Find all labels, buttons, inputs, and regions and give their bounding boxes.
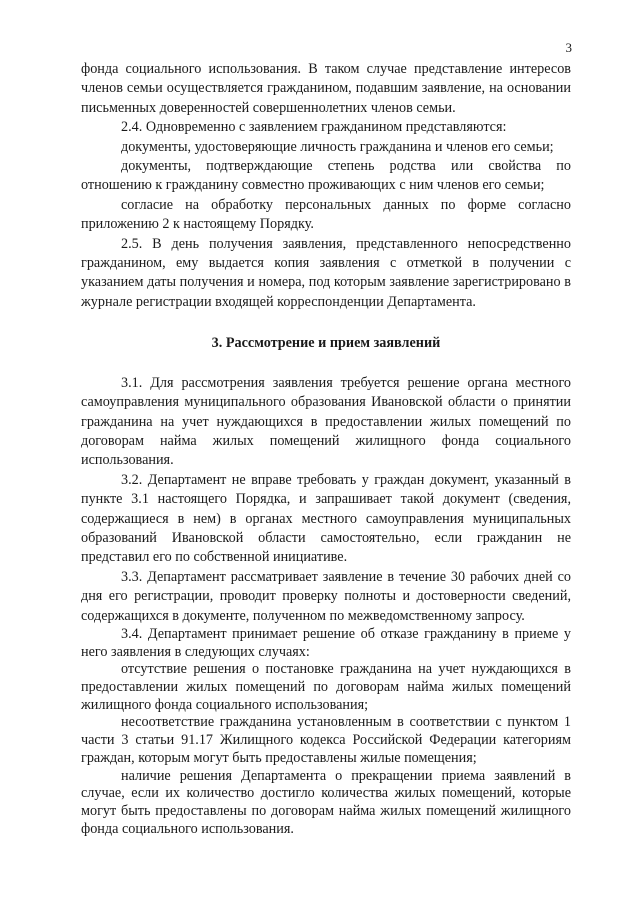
document-body <box>81 60 571 838</box>
paragraph-3-3: 3.3. Департамент рассматривает заявление в течение 30 рабочих дней со дня его регистрации, проводит проверку полноты и достоверности сведений, содержащихся в документе, полученном по межведомственному запросу. <box>81 568 571 624</box>
paragraph-3-4: 3.4. Департамент принимает решение об отказе гражданину в приеме у него заявления в следующих случаях: <box>81 625 571 660</box>
section-heading: 3. Рассмотрение и прием заявлений <box>211 335 441 352</box>
paragraph: фонда социального использования. В таком случае представление интересов членов семьи осуществляется гражданином, подавшим заявление, на основании письменных доверенностей совершеннолетних членов семьи. <box>81 61 571 116</box>
page-number: 3 <box>565 40 572 55</box>
list-item-category-mismatch: несоответствие гражданина установленным в соответствии с пунктом 1 части 3 статьи 91.17 Жилищного кодекса Российской Федерации категориям граждан, которым могут быть предоставлены жилые помещения; <box>81 714 571 766</box>
list-item-kinship-documents: документы, подтверждающие степень родства или свойства по отношению к гражданину совместно проживающих с ним членов его семьи; <box>81 158 571 194</box>
paragraph-2-5: 2.5. В день получения заявления, представленного непосредственно гражданином, ему выдается копия заявления с отметкой в получении с указанием даты получения и номера, под которым заявление зарегистрировано в журнале регистрации входящей корреспонденции Департамента. <box>81 235 571 310</box>
paragraph-3-1: 3.1. Для рассмотрения заявления требуется решение органа местного самоуправления муниципального образования Ивановской области о принятии гражданина на учет нуждающихся в предоставлении жилых помещений по договорам найма жилых помещений жилищного фонда социального использования. <box>81 374 571 469</box>
list-item-intake-stopped: наличие решения Департамента о прекращении приема заявлений в случае, если их количество достигло количества жилых помещений, которые могут быть предоставлены по договорам найма жилых помещений жилищного фонда социального использования. <box>81 767 571 837</box>
paragraph-2-4: 2.4. Одновременно с заявлением гражданином представляются: <box>121 119 507 136</box>
list-item-data-consent: согласие на обработку персональных данных по форме согласно приложению 2 к настоящему Порядку. <box>81 196 571 233</box>
list-item-no-registration-decision: отсутствие решения о постановке гражданина на учет нуждающихся в предоставлении жилых помещений по договорам найма жилых помещений жилищного фонда социального использования; <box>81 661 571 713</box>
paragraph-3-2: 3.2. Департамент не вправе требовать у граждан документ, указанный в пункте 3.1 настоящего Порядка, и запрашивает такой документ (сведения, содержащиеся в нем) в органах местного самоуправления муниципальных образований Ивановской области самостоятельно, если гражданин не представил его по собственной инициативе. <box>81 471 571 566</box>
list-item-identity-documents: документы, удостоверяющие личность гражданина и членов его семьи; <box>121 138 554 155</box>
